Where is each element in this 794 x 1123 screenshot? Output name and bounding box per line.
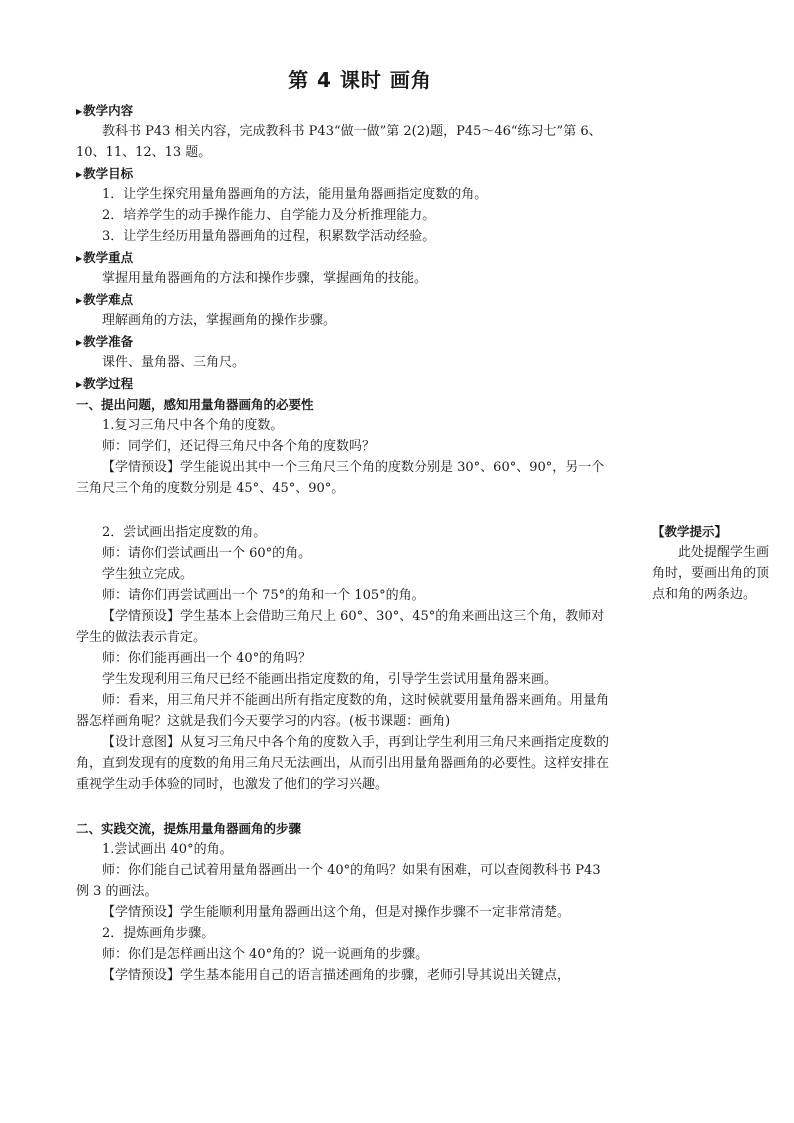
difficulty-text: 理解画角的方法，掌握画角的操作步骤。	[102, 313, 337, 328]
section-heading-text: 教学准备	[83, 334, 134, 349]
part1-line: 1.复习三角尺中各个角的度数。	[102, 418, 284, 433]
triangle-bullet-icon: ▶	[76, 380, 83, 389]
triangle-bullet-icon: ▶	[76, 170, 83, 179]
spacer	[76, 499, 610, 522]
part1-heading: 一、提出问题，感知用量角器画角的必要性	[76, 397, 314, 412]
prep-text: 课件、量角器、三角尺。	[102, 355, 246, 370]
teaching-tip-heading: 【教学提示】	[652, 524, 728, 539]
section-heading-prep	[76, 331, 610, 352]
triangle-bullet-icon: ▶	[76, 296, 83, 305]
part1-line: 师：看来，用三角尺并不能画出所有指定度数的角，这时候就要用量角器来画角。用量角器怎样画角呢？这就是我们今天要学习的内容。(板书课题：画角)	[76, 693, 610, 729]
part1-line: 2．尝试画出指定度数的角。	[102, 525, 267, 540]
key-text: 掌握用量角器画角的方法和操作步骤，掌握画角的技能。	[102, 271, 428, 286]
part1-line: 学生发现利用三角尺已经不能画出指定度数的角，引导学生尝试用量角器来画。	[102, 672, 558, 687]
part1-line: 学生独立完成。	[102, 567, 194, 582]
part2-line: 2．提炼画角步骤。	[102, 926, 215, 941]
part1-line: 师：请你们尝试画出一个 60°的角。	[102, 546, 312, 561]
section-heading-text: 教学内容	[83, 103, 134, 118]
part2-line: 【学情预设】学生基本能用自己的语言描述画角的步骤，老师引导其说出关键点，	[102, 968, 571, 983]
part1-line: 师：请你们再尝试画出一个 75°的角和一个 105°的角。	[102, 588, 425, 603]
lesson-body	[76, 100, 610, 986]
part1-line: 师：同学们，还记得三角尺中各个角的度数吗？	[102, 439, 376, 454]
page-title: 第 4 课时 画角	[288, 68, 432, 92]
section-heading-text: 教学难点	[83, 292, 134, 307]
part1-line: 【学情预设】学生能说出其中一个三角尺三个角的度数分别是 30°、60°、90°，另一个三角尺三个角的度数分别是 45°、45°、90°。	[76, 460, 605, 496]
teaching-tip-text: 此处提醒学生画角时，要画出角的顶点和角的两条边。	[652, 545, 770, 602]
part2-line: 1.尝试画出 40°的角。	[102, 842, 233, 857]
part1-line: 【学情预设】学生基本上会借助三角尺上 60°、30°、45°的角来画出这三个角，教师对学生的做法表示肯定。	[76, 609, 605, 645]
content-text: 教科书 P43 相关内容，完成教科书 P43“做一做”第 2(2)题，P45～46“练习七”第 6、10、11、12、13 题。	[76, 124, 602, 160]
goal-item: 2．培养学生的动手操作能力、自学能力及分析推理能力。	[102, 208, 436, 223]
section-heading-text: 教学过程	[83, 376, 134, 391]
goal-item: 1．让学生探究用量角器画角的方法，能用量角器画指定度数的角。	[102, 187, 488, 202]
teaching-tip-sidebar	[652, 521, 772, 605]
section-heading-text: 教学目标	[83, 166, 134, 181]
triangle-bullet-icon: ▶	[76, 107, 83, 116]
part1-line: 师：你们能再画出一个 40°的角吗？	[102, 651, 312, 666]
goal-item: 3．让学生经历用量角器画角的过程，积累数学活动经验。	[102, 229, 436, 244]
section-heading-goals	[76, 163, 610, 184]
spacer	[76, 795, 610, 818]
part2-heading: 二、实践交流，提炼用量角器画角的步骤	[76, 821, 302, 836]
section-heading-difficulty	[76, 289, 610, 310]
part2-line: 【学情预设】学生能顺利用量角器画出这个角，但是对操作步骤不一定非常清楚。	[102, 905, 571, 920]
part1-line: 【设计意图】从复习三角尺中各个角的度数入手，再到让学生利用三角尺来画指定度数的角，直到发现有的度数的角用三角尺无法画出，从而引出用量角器画角的必要性。这样安排在重视学生动手体验的同时，也激发了他们的学习兴趣。	[76, 735, 610, 792]
triangle-bullet-icon: ▶	[76, 338, 83, 347]
part2-line: 师：你们是怎样画出这个 40°角的？说一说画角的步骤。	[102, 947, 429, 962]
part2-line: 师：你们能自己试着用量角器画出一个 40°的角吗？如果有困难，可以查阅教科书 P43 例 3 的画法。	[76, 863, 601, 899]
section-heading-key	[76, 247, 610, 268]
triangle-bullet-icon: ▶	[76, 254, 83, 263]
section-heading-content	[76, 100, 610, 121]
section-heading-process	[76, 373, 610, 394]
section-heading-text: 教学重点	[83, 250, 134, 265]
